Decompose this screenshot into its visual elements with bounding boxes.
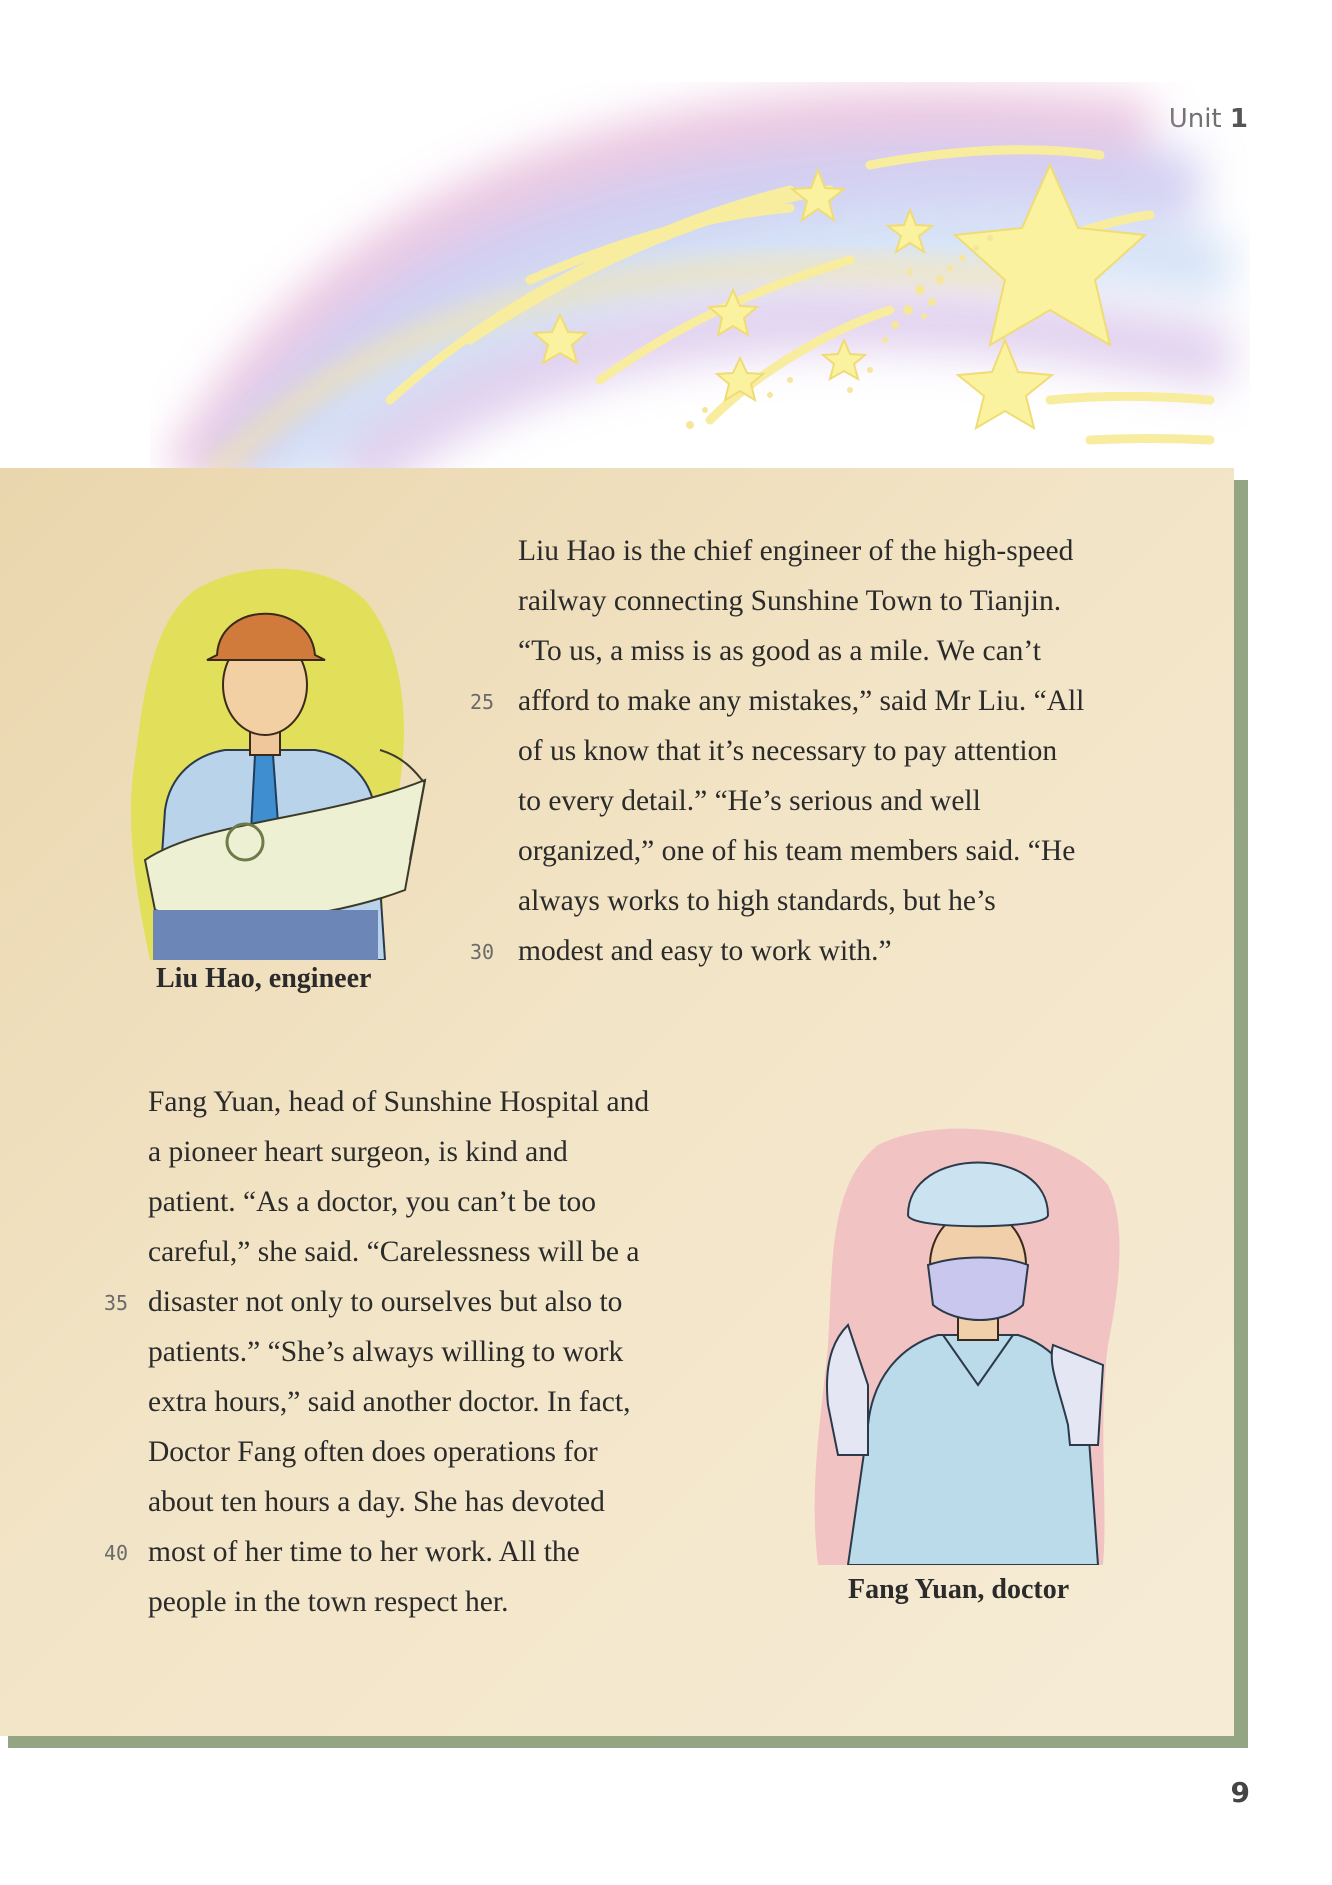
unit-word: Unit [1168, 104, 1222, 134]
text-line: to every detail.” “He’s serious and well [518, 785, 981, 817]
line-number: 30 [470, 940, 495, 964]
text-line: careful,” she said. “Carelessness will be a [148, 1236, 640, 1268]
text-line: Doctor Fang often does operations for [148, 1436, 598, 1468]
text-line: people in the town respect her. [148, 1586, 509, 1618]
text-line: railway connecting Sunshine Town to Tianjin. [518, 585, 1062, 617]
doctor-caption: Fang Yuan, doctor [848, 1574, 1070, 1605]
paragraph-fang-yuan [148, 1077, 748, 1627]
doctor-illustration [808, 1125, 1128, 1565]
text-line: afford to make any mistakes,” said Mr Liu. “All [518, 685, 1085, 717]
line-number: 35 [104, 1291, 129, 1315]
text-line: organized,” one of his team members said. “He [518, 835, 1076, 867]
text-line: patient. “As a doctor, you can’t be too [148, 1186, 597, 1218]
text-line: disaster not only to ourselves but also to [148, 1286, 623, 1318]
page-number: 9 [1230, 1776, 1250, 1809]
unit-number: 1 [1229, 104, 1248, 134]
text-line: always works to high standards, but he’s [518, 885, 996, 917]
line-number: 25 [470, 690, 495, 714]
rainbow-stars-illustration [150, 40, 1250, 480]
text-line: about ten hours a day. She has devoted [148, 1486, 605, 1518]
text-line: modest and easy to work with.” [518, 935, 892, 967]
text-line: Liu Hao is the chief engineer of the high-speed [518, 535, 1074, 567]
text-line: Fang Yuan, head of Sunshine Hospital and [148, 1086, 650, 1118]
text-line: of us know that it’s necessary to pay attention [518, 735, 1058, 767]
text-line: extra hours,” said another doctor. In fact, [148, 1386, 631, 1418]
paragraph-liu-hao [518, 526, 1138, 976]
text-line: “To us, a miss is as good as a mile. We can’t [518, 635, 1041, 667]
engineer-illustration [125, 560, 430, 960]
engineer-caption: Liu Hao, engineer [156, 963, 372, 994]
text-line: a pioneer heart surgeon, is kind and [148, 1136, 568, 1168]
line-number: 40 [104, 1541, 129, 1565]
text-line: most of her time to her work. All the [148, 1536, 580, 1568]
text-line: patients.” “She’s always willing to work [148, 1336, 624, 1368]
